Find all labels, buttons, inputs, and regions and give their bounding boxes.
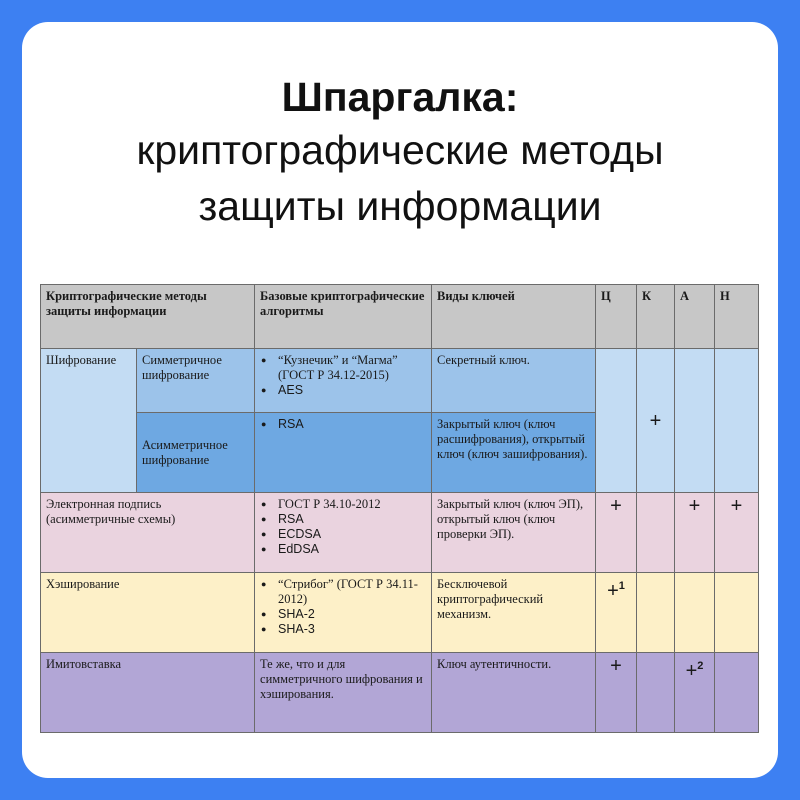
asymmetric-algorithms (255, 413, 432, 493)
mac-a (675, 653, 715, 733)
title-line-2: защиты информации (198, 183, 602, 229)
hashing-keys: Бесключевой криптографический механизм. (432, 573, 596, 653)
header-method: Криптографические методы защиты информации (41, 285, 255, 349)
encryption-label: Шифрование (41, 349, 137, 493)
hashing-algorithms (255, 573, 432, 653)
table-row-signature (41, 493, 759, 573)
encryption-c (596, 349, 637, 493)
signature-keys: Закрытый ключ (ключ ЭП), открытый ключ (ключ проверки ЭП). (432, 493, 596, 573)
algorithm-item: ● ECDSA (274, 527, 426, 542)
table-row-symmetric (41, 349, 759, 413)
plus-mark: + (685, 660, 698, 682)
crypto-methods-table (40, 284, 759, 733)
plus-mark: + (607, 580, 619, 602)
algorithm-item: ● RSA (274, 512, 426, 527)
header-c: Ц (596, 285, 637, 349)
encryption-a (675, 349, 715, 493)
table-header-row (41, 285, 759, 349)
algorithm-item: ● “Кузнечик” и “Магма” (ГОСТ Р 34.12-2015) (274, 353, 426, 383)
mac-k (637, 653, 675, 733)
algorithm-item: ● ГОСТ Р 34.10-2012 (274, 497, 426, 512)
title-line-1: криптографические методы (136, 127, 664, 173)
algorithm-item: ● RSA (274, 417, 426, 432)
header-a: А (675, 285, 715, 349)
mac-label: Имитовставка (41, 653, 255, 733)
symmetric-keys: Секретный ключ. (432, 349, 596, 413)
hashing-label: Хэширование (41, 573, 255, 653)
hashing-c (596, 573, 637, 653)
title-main: Шпаргалка: (281, 74, 519, 120)
algorithm-item: ● EdDSA (274, 542, 426, 557)
algorithm-item: ● SHA-3 (274, 622, 426, 637)
hashing-k (637, 573, 675, 653)
symmetric-label: Симметричное шифрование (137, 349, 255, 413)
encryption-n (715, 349, 759, 493)
table-row-mac (41, 653, 759, 733)
signature-k (637, 493, 675, 573)
signature-a: + (675, 493, 715, 573)
table-row-hashing (41, 573, 759, 653)
header-k: К (637, 285, 675, 349)
header-algorithms: Базовые криптографические алгоритмы (255, 285, 432, 349)
signature-n: + (715, 493, 759, 573)
signature-c: + (596, 493, 637, 573)
hashing-a (675, 573, 715, 653)
card (22, 22, 778, 778)
asymmetric-label: Асимметричное шифрование (137, 413, 255, 493)
footnote-mark: 2 (697, 660, 704, 672)
symmetric-algorithms (255, 349, 432, 413)
header-keys: Виды ключей (432, 285, 596, 349)
header-n: Н (715, 285, 759, 349)
signature-algorithms (255, 493, 432, 573)
mac-n (715, 653, 759, 733)
asymmetric-keys: Закрытый ключ (ключ расшифрования), открытый ключ (ключ зашифрования). (432, 413, 596, 493)
mac-keys: Ключ аутентичности. (432, 653, 596, 733)
mac-c: + (596, 653, 637, 733)
hashing-n (715, 573, 759, 653)
mac-algorithms: Те же, что и для симметричного шифрования и хэширования. (255, 653, 432, 733)
encryption-k: + (637, 349, 675, 493)
footnote-mark: 1 (618, 580, 625, 592)
algorithm-item: ● AES (274, 383, 426, 398)
algorithm-item: ● SHA-2 (274, 607, 426, 622)
title-block (22, 72, 778, 234)
algorithm-item: ● “Стрибог” (ГОСТ Р 34.11-2012) (274, 577, 426, 607)
signature-label: Электронная подпись (асимметричные схемы) (41, 493, 255, 573)
